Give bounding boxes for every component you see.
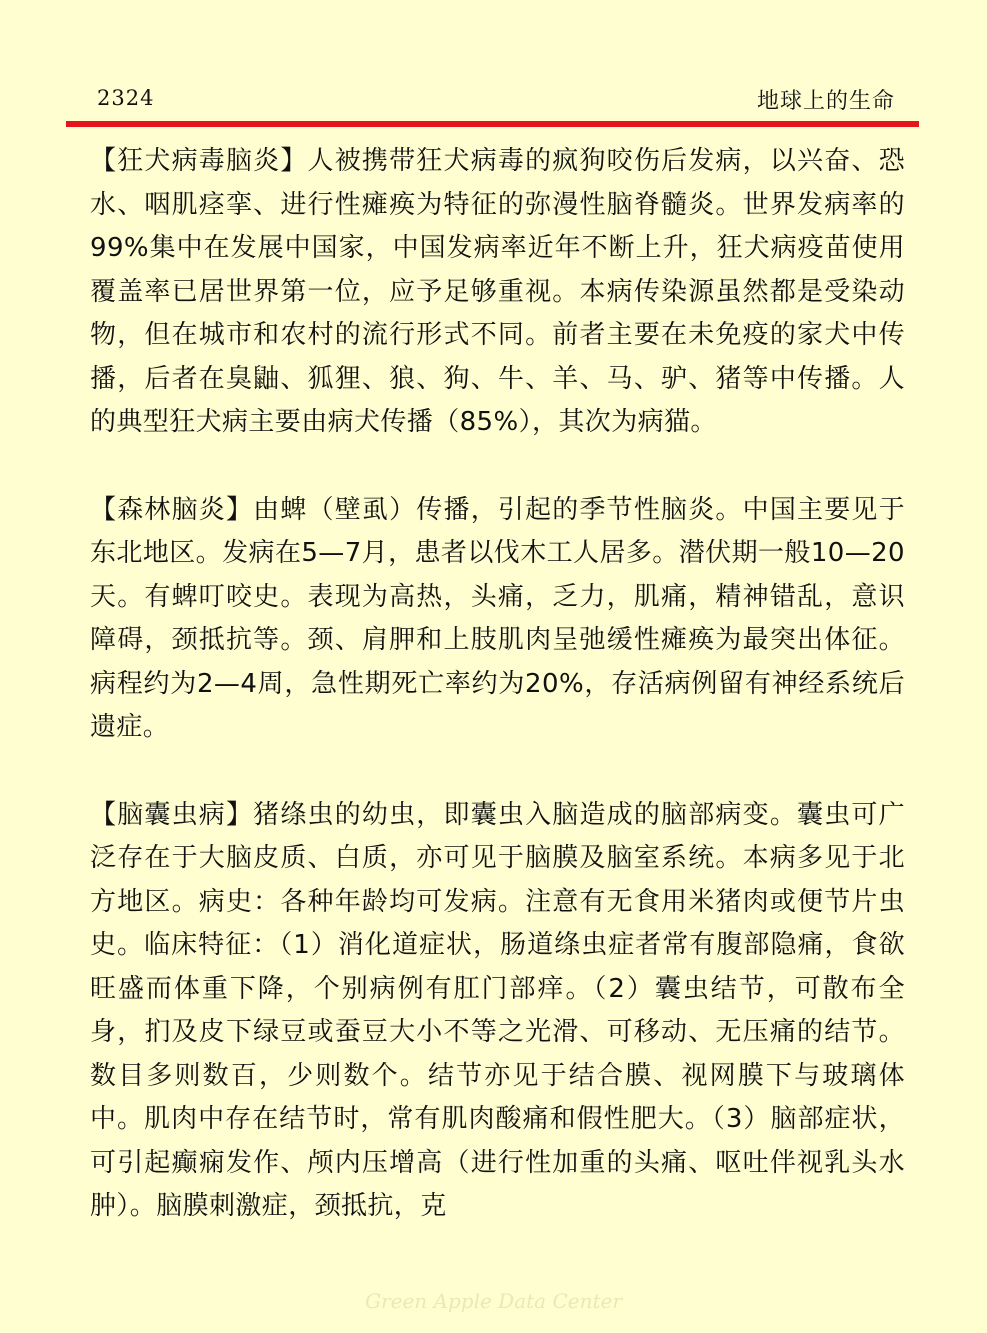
page-number: 2324 bbox=[97, 86, 155, 110]
entry-cerebral-cysticercosis: 【脑囊虫病】猪绦虫的幼虫，即囊虫入脑造成的脑部病变。囊虫可广泛存在于大脑皮质、白质，亦可见于脑膜及脑室系统。本病多见于北方地区。病史：各种年龄均可发病。注意有无食用米猪肉或便节片虫史。临床特征：（1）消化道症状，肠道绦虫症者常有腹部隐痛，食欲旺盛而体重下降，个别病例有肛门部痒。（2）囊虫结节，可散布全身，扪及皮下绿豆或蚕豆大小不等之光滑、可移动、无压痛的结节。数目多则数百，少则数个。结节亦见于结合膜、视网膜下与玻璃体中。肌肉中存在结节时，常有肌肉酸痛和假性肥大。（3）脑部症状，可引起癫痫发作、颅内压增高（进行性加重的头痛、呕吐伴视乳头水肿）。脑膜刺激症，颈抵抗，克 bbox=[90, 799, 905, 1221]
entry-forest-encephalitis: 【森林脑炎】由蜱（壁虱）传播，引起的季节性脑炎。中国主要见于东北地区。发病在5—7月，患者以伐木工人居多。潜伏期一般10—20天。有蜱叮咬史。表现为高热，头痛，乏力，肌痛，精神错乱，意识障碍，颈抵抗等。颈、肩胛和上肢肌肉呈弛缓性瘫痪为最突出体征。病程约为2—4周，急性期死亡率约为20%，存活病例留有神经系统后遗症。 bbox=[90, 494, 905, 742]
entry-rabies-encephalitis: 【狂犬病毒脑炎】人被携带狂犬病毒的疯狗咬伤后发病，以兴奋、恐水、咽肌痉挛、进行性瘫痪为特征的弥漫性脑脊髓炎。世界发病率的99%集中在发展中国家，中国发病率近年不断上升，狂犬病疫苗使用覆盖率已居世界第一位，应予足够重视。本病传染源虽然都是受染动物，但在城市和农村的流行形式不同。前者主要在未免疫的家犬中传播，后者在臭鼬、狐狸、狼、狗、牛、羊、马、驴、猪等中传播。人的典型狂犬病主要由病犬传播（85%），其次为病猫。 bbox=[90, 146, 905, 437]
body-text bbox=[90, 140, 905, 1229]
watermark: Green Apple Data Center bbox=[365, 1289, 622, 1313]
header-rule bbox=[66, 121, 919, 127]
running-title: 地球上的生命 bbox=[756, 89, 895, 114]
